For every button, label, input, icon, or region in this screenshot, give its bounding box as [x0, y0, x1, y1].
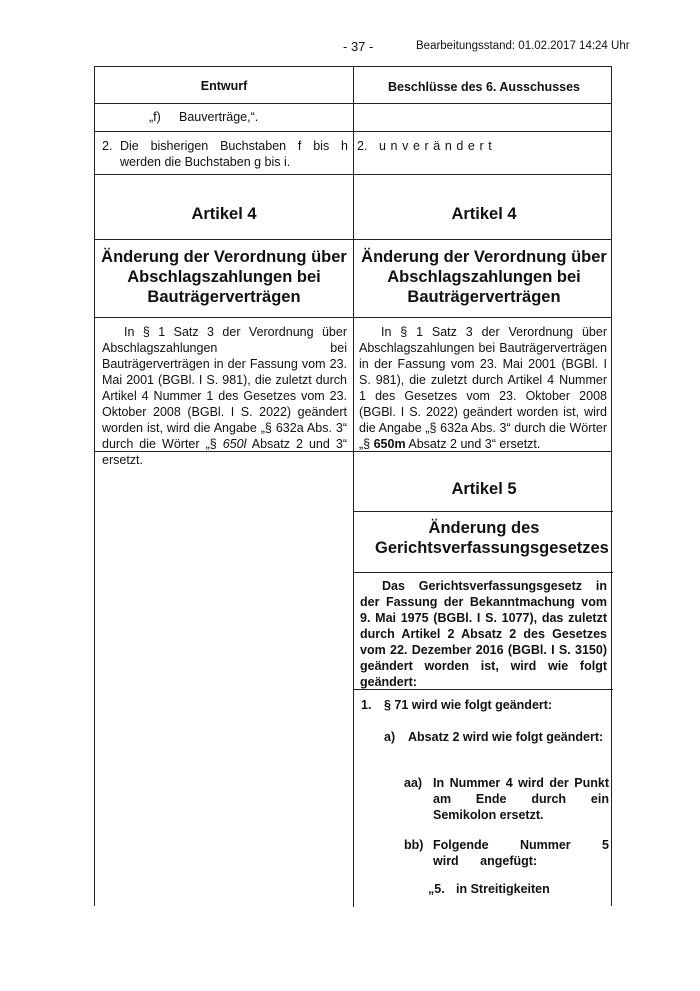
body-emphasis: 650m [373, 437, 406, 451]
item-text: Bauverträge,“. [179, 110, 259, 124]
synopsis-table [94, 66, 612, 906]
body-text: In § 1 Satz 3 der Verordnung über Abschlagszahlungen bei Bauträgerverträgen in der Fassung vom 23. Mai 2001 (BGBl. I S. 981), die zuletzt durch Artikel 4 Nummer 1 des Gesetzes vom 23. Oktober 2008 (BGBl. I S. 2022) geändert worden ist, wird die Angabe „§ 632a Abs. 3“ durch die Wörter „§ [359, 325, 607, 451]
right-article-title: Änderung der Verordnung über Abschlagszahlungen bei Bauträgerverträgen [361, 248, 607, 306]
item-text: Absatz 2 wird wie folgt geändert: [408, 730, 604, 744]
item-number: „5. [428, 882, 445, 896]
row-rule [354, 572, 613, 573]
right-article-heading: Artikel 4 [451, 205, 517, 223]
column-header-committee: Beschlüsse des 6. Ausschusses [388, 80, 580, 94]
edit-status: Bearbeitungsstand: 01.02.2017 14:24 Uhr [416, 40, 630, 52]
row-rule [95, 174, 611, 175]
item-text: In Nummer 4 wird der Punkt am Ende durch ein Semikolon ersetzt. [433, 776, 609, 822]
right-article-5-heading: Artikel 5 [451, 480, 517, 498]
body-emphasis: 650l [222, 437, 247, 451]
row-rule [95, 131, 611, 132]
intro-text: Das Gerichtsverfassungsgesetz in der Fassung der Bekanntmachung vom 9. Mai 1975 (BGBl. I S. 1077), das zuletzt durch Artikel 2 Absatz 2 des Gesetzes vom 22. Dezember 2016 (BGBl. I S. 3150) geändert worden ist, wird wie folgt geändert: [360, 579, 607, 689]
right-article-5-title: Änderung des Gerichtsverfassungsgesetzes [375, 519, 609, 557]
row-rule [354, 511, 613, 512]
item-text: Folgende Nummer 5 wird angefügt: [433, 838, 609, 868]
item-number: 2. [357, 139, 368, 153]
body-text: In § 1 Satz 3 der Verordnung über Abschlagszahlungen bei Bauträgerverträgen in der Fassung vom 23. Mai 2001 (BGBl. I S. 981), die zuletzt durch Artikel 4 Nummer 1 des Gesetzes vom 23. Oktober 2008 (BGBl. I S. 2022) geändert worden ist, wird die Angabe „§ 632a Abs. 3“ durch die Wörter „§ [102, 325, 347, 451]
item-number: a) [384, 730, 396, 744]
body-text: Absatz 2 und 3“ ersetzt. [405, 437, 541, 451]
row-rule [95, 103, 611, 104]
item-text: unverändert [379, 139, 497, 153]
page-number: - 37 - [343, 39, 374, 54]
item-number: 2. [102, 139, 113, 153]
row-rule [95, 317, 611, 318]
item-number: 1. [361, 698, 372, 712]
right-article-5-intro [355, 578, 613, 690]
left-article-heading: Artikel 4 [191, 205, 257, 223]
item-text: § 71 wird wie folgt geändert: [384, 698, 553, 712]
body-text: Absatz 2 und 3“ ersetzt. [102, 437, 347, 467]
left-article-body [95, 324, 353, 468]
item-text: in Streitigkeiten [456, 882, 550, 896]
right-article-body [355, 324, 613, 452]
item-text: Die bisherigen Buchstaben f bis h werden die Buchstaben g bis i. [120, 139, 348, 169]
item-number: „f) [149, 110, 161, 124]
item-number: aa) [404, 776, 423, 790]
row-rule [95, 239, 611, 240]
left-article-title: Änderung der Verordnung über Abschlagszahlungen bei Bauträgerverträgen [101, 248, 347, 306]
item-number: bb) [404, 838, 424, 852]
column-header-draft: Entwurf [200, 79, 248, 93]
page-header [0, 39, 700, 59]
